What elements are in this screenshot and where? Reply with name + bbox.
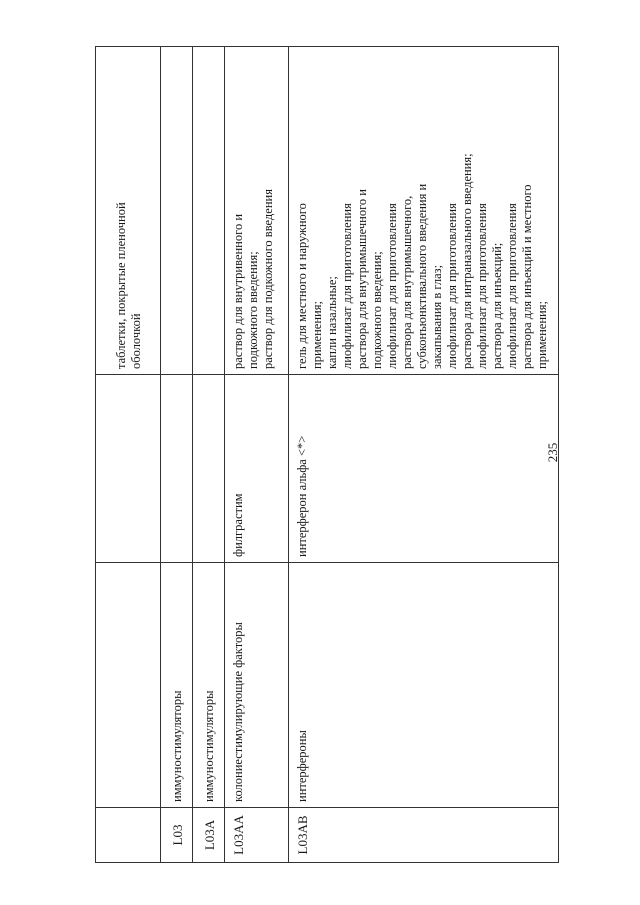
dosage-form-line: раствор для внутривенного и (231, 213, 245, 369)
dosage-form-line: лиофилизат для приготовления (475, 203, 489, 369)
dosage-forms (161, 47, 193, 375)
table-row (193, 47, 225, 863)
group-name: колониестимулирующие факторы (225, 563, 289, 808)
dosage-forms (225, 47, 289, 375)
dosage-form-line: гель для местного и наружного (295, 203, 309, 369)
group-name: интерфероны (289, 563, 559, 808)
dosage-form-line: раствора для внутримышечного и (355, 189, 369, 369)
dosage-form-line: лиофилизат для приготовления (340, 203, 354, 369)
dosage-form-line: раствор для подкожного введения (261, 189, 275, 369)
dosage-forms (193, 47, 225, 375)
table-row (289, 47, 559, 863)
dosage-form-line: применения; (535, 301, 549, 369)
dosage-form-line: раствора для интраназального введения; (460, 153, 474, 369)
atc-table (95, 46, 559, 863)
dosage-form-line: капли назальные; (325, 276, 339, 369)
dosage-form-line: применения; (310, 301, 324, 369)
dosage-form-line: таблетки, покрытые пленочной (114, 202, 128, 369)
atc-code: L03A (193, 808, 225, 863)
group-name: иммуностимуляторы (193, 563, 225, 808)
substance-name: филграстим (225, 375, 289, 563)
table-row (225, 47, 289, 863)
group-name: иммуностимуляторы (161, 563, 193, 808)
dosage-form-line: раствора для внутримышечного, (400, 195, 414, 369)
table-row (96, 47, 161, 863)
dosage-form-line: подкожного введения; (370, 251, 384, 369)
dosage-form-line: закапывания в глаз; (430, 264, 444, 369)
atc-code: L03AA (225, 808, 289, 863)
substance-name (96, 375, 161, 563)
dosage-form-line: раствора для инъекций; (490, 242, 504, 369)
dosage-form-line: подкожного введения; (246, 251, 260, 369)
dosage-forms (289, 47, 559, 375)
substance-name (193, 375, 225, 563)
dosage-form-line: лиофилизат для приготовления (385, 203, 399, 369)
table-row (161, 47, 193, 863)
dosage-form-line: оболочкой (129, 313, 143, 369)
group-name (96, 563, 161, 808)
dosage-form-line: субконъюнктивального введения и (415, 183, 429, 369)
atc-code: L03AB (289, 808, 559, 863)
atc-code: L03 (161, 808, 193, 863)
dosage-form-line: лиофилизат для приготовления (445, 203, 459, 369)
dosage-form-line: раствора для инъекций и местного (520, 184, 534, 369)
page-number: 235 (545, 442, 560, 463)
substance-name: интерферон альфа <*> (289, 375, 559, 563)
atc-code (96, 808, 161, 863)
dosage-form-line: лиофилизат для приготовления (505, 203, 519, 369)
substance-name (161, 375, 193, 563)
dosage-forms (96, 47, 161, 375)
